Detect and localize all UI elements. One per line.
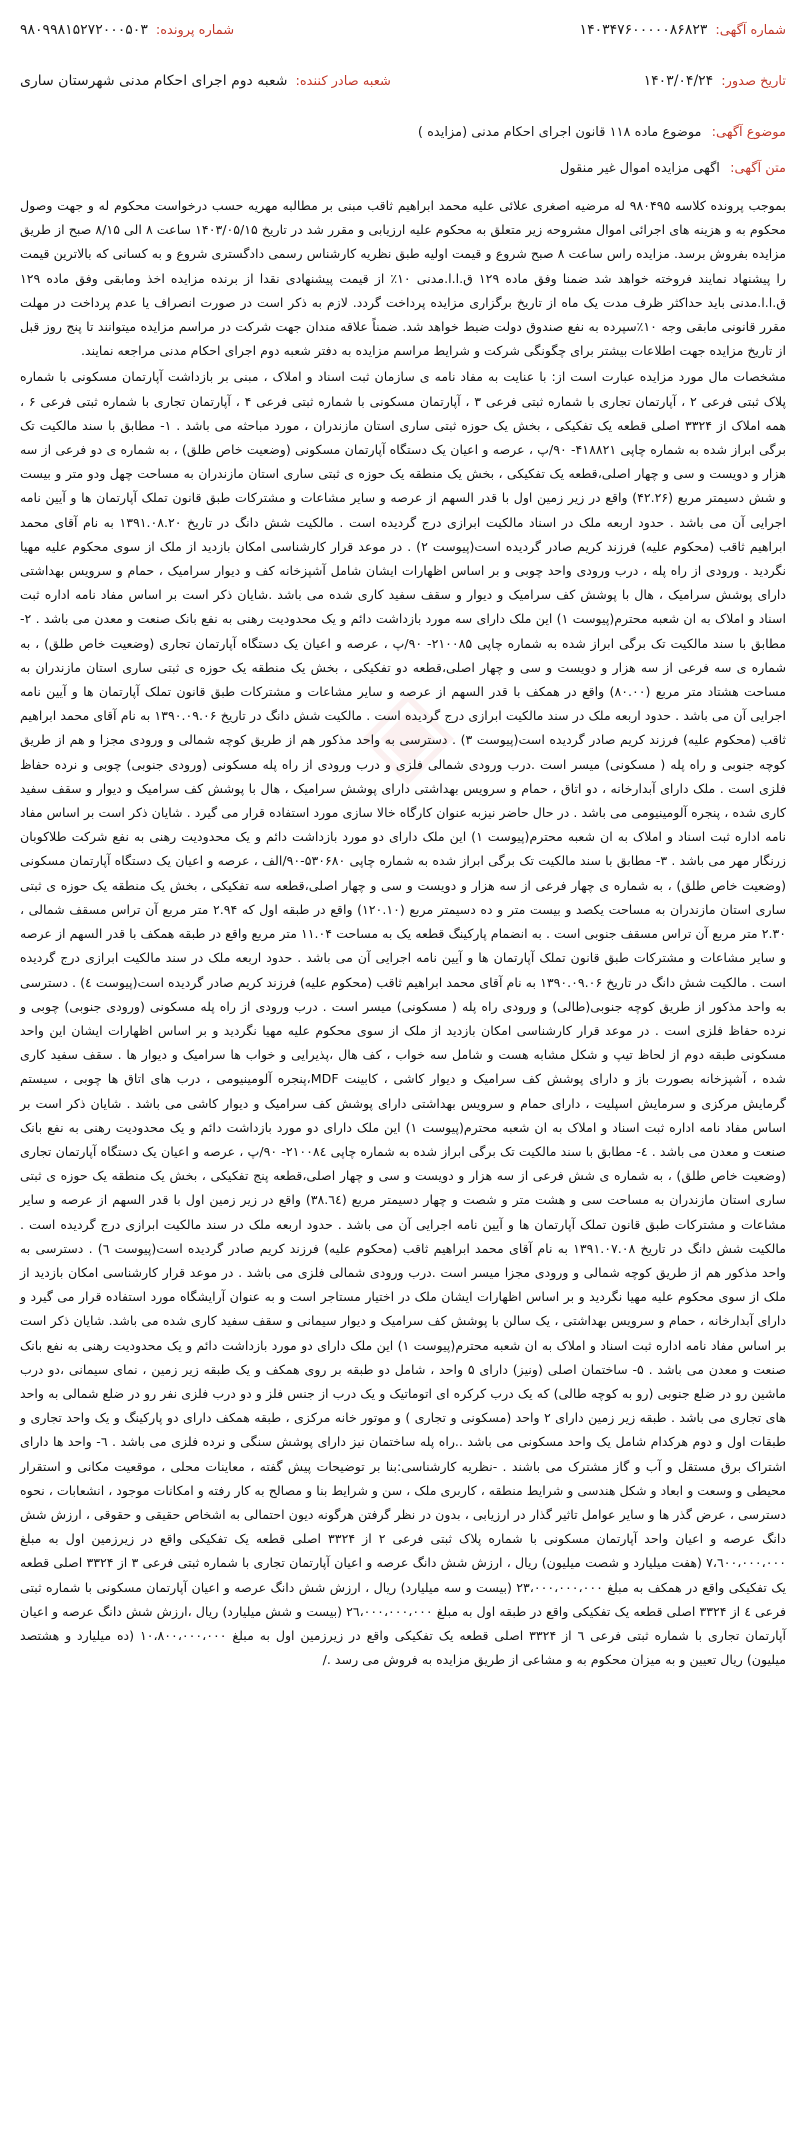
issue-date-value: ۱۴۰۳/۰۴/۲۴ <box>643 73 714 89</box>
ad-number <box>580 18 786 43</box>
case-number <box>20 18 234 43</box>
case-number-label: شماره پرونده: <box>155 23 235 38</box>
ad-number-label: شماره آگهی: <box>715 23 786 38</box>
case-number-value: ۹۸۰۹۹۸۱۵۲۷۲۰۰۰۵۰۳ <box>20 22 148 38</box>
ad-text-heading <box>20 158 786 180</box>
watermark-logo: ◈ <box>361 660 459 799</box>
meta-row-1 <box>20 18 786 43</box>
issuer-label: شعبه صادر کننده: <box>295 74 391 89</box>
text-title: اگهی مزایده اموال غیر منقول <box>559 161 720 176</box>
ad-topic <box>20 122 786 144</box>
text-label: متن آگهی: <box>730 161 786 176</box>
issue-date <box>644 69 786 94</box>
body-paragraph-details: مشخصات مال مورد مزایده عبارت است از: با عنایت به مفاد نامه ی سازمان ثبت اسناد و املاک ، مبنی بر بازداشت آپارتمان مسکونی با شماره پلاک ثبتی فرعی ۲ ، آپارتمان تجاری با شماره ثبتی فرعی ۳ ، آپارتمان مسکونی با شماره ثبتی فرعی ۴ ، آپارتمان تجاری با شماره ثبتی فرعی ۶ ، همه املاک از ۳۳۲۴ اصلی قطعه یک تفکیکی ، بخش یک حوزه ثبتی ساری استان مازندران ، مورد مباحثه می باشد . ۱- مطابق با سند مالکیت تک برگی ابراز شده به شماره چاپی ۴۱۸۸۲۱- ۹۰/پ ، عرصه و اعیان یک دستگاه آپارتمان مسکونی (وضعیت خاص طلق) ، به شماره ی دو فرعی از سه هزار و دویست و سی و چهار اصلی،قطعه یک تفکیکی ، بخش یک منطقه یک حوزه ی ثبتی ساری استان مازندران به مساحت چهل ودو متر و بیست و شش دسیمتر مربع (۴۲.۲۶) واقع در زیر زمین اول با قدر السهم از عرصه و سایر مشاعات و مشترکات طبق قانون تملک آپارتمان ها و آیین نامه اجرایی آن می باشد . حدود اربعه ملک در اسناد مالکیت ابرازی درج گردیده است . مالکیت شش دانگ در تاریخ ۱۳۹۱.۰۸.۲۰ به نام آقای محمد ابراهیم ثاقب (محکوم علیه) فرزند کریم صادر گردیده است(پیوست ۲) . در موعد قرار کارشناسی امکان بازدید از ملک از سوی محکوم علیه مهیا نگردید . ورودی از راه پله ، درب ورودی واحد چوبی و بر اساس اظهارات ایشان شامل آشپزخانه کف و دیوار سرامیک ، حمام و سرویس بهداشتی دارای پوشش سرامیک ، هال با پوشش کف سرامیک و دیوار و سقف سفید کاری شده می باشد .شایان ذکر است بر اساس مفاد نامه اداره ثبت اسناد و املاک به ان شعبه محترم(پیوست ۱) این ملک دارای سه مورد بازداشت دائم و یک محدودیت رهنی به نفع بانک صنعت و معدن می باشد . ۲- مطابق با سند مالکیت تک برگی ابراز شده به شماره چاپی ۲۱۰۰۸۵- ۹۰/پ ، عرصه و اعیان یک دستگاه آپارتمان تجاری (وضعیت خاص طلق) ، به شماره ی سه فرعی از سه هزار و دویست و سی و چهار اصلی،قطعه دو تفکیکی ، بخش یک منطقه یک حوزه ی ثبتی ساری استان مازندران به مساحت هشتاد متر مربع (۸۰.۰۰) واقع در همکف با قدر السهم از عرصه و سایر مشاعات و مشترکات طبق قانون تملک آپارتمان ها و آیین نامه اجرایی آن می باشد . حدود اربعه ملک در سند مالکیت ابرازی درج گردیده است . مالکیت شش دانگ در تاریخ ۱۳۹۰.۰۹.۰۶ به نام آقای محمد ابراهیم ثاقب (محکوم علیه) فرزند کریم صادر گردیده است(پیوست ۳) . دسترسی به واحد مذکور هم از طریق کوچه شمالی و ورودی مجزا و هم از طریق کوچه جنوبی و راه پله ( مسکونی) میسر است .درب ورودی شمالی فلزی و درب ورودی از راه پله مسکونی (ورودی جنوبی) چوبی و نرده حفاظ فلزی است . ملک دارای آبدارخانه ، دو اتاق ، حمام و سرویس بهداشتی دارای پوشش سرامیک ، هال با پوشش کف سرامیک و دیوار و سقف سفید کاری شده ، پنجره آلومینیومی می باشد . در حال حاضر نیزبه عنوان کارگاه خالا سازی مورد استفاده قرار می گیرد . شایان ذکر است بر اساس مفاد نامه اداره ثبت اسناد و املاک به ان شعبه محترم(پیوست ۱) این ملک دارای دو مورد بازداشت دائم و یک محدودیت رهنی به نفع شرکت طلاکوبان زرنگار مهر می باشد . ۳- مطابق با سند مالکیت تک برگی ابراز شده به شماره چاپی ۵۳۰۶۸۰-۹۰/الف ، عرصه و اعیان یک دستگاه آپارتمان مسکونی (وضعیت خاص طلق) ، به شماره ی چهار فرعی از سه هزار و دویست و سی و چهار اصلی،قطعه سه تفکیکی ، بخش یک منطقه یک حوزه ی ثبتی ساری استان مازندران به مساحت یکصد و بیست متر و ده دسیمتر مربع (۱۲۰.۱۰) واقع در طبقه اول که ۲.۹۴ متر مربع آن تراس مسقف شمالی ، ۲.۳۰ متر مربع آن تراس مسقف جنوبی است . به انضمام پارکینگ قطعه یک به مساحت ۱۱.۰۴ متر مربع واقع در طبقه همکف با قدر السهم از عرصه و سایر مشاعات و مشترکات طبق قانون تملک آپارتمان ها و آیین نامه اجرایی آن می باشد . حدود اربعه ملک در سند مالکیت ابرازی درج گردیده است . مالکیت شش دانگ در تاریخ ۱۳۹۰.۰۹.۰۶ به نام آقای محمد ابراهیم ثاقب (محکوم علیه) فرزند کریم صادر گردیده است(پیوست ٤) . دسترسی به واحد مذکور از طریق کوچه جنوبی(طالی) و ورودی راه پله ( مسکونی) میسر است . درب ورودی از راه پله مسکونی (ورودی جنوبی) چوبی و نرده حفاظ فلزی است . در موعد قرار کارشناسی امکان بازدید از ملک از سوی محکوم علیه مهیا نگردید و بر اساس اظهارات ایشان این واحد مسکونی طبقه دوم از لحاظ تیپ و شکل مشابه هست و شامل سه خواب ، کف هال ،پذیرایی و خواب ها سرامیک و دیوار ها . سقف سفید کاری شده ، آشپزخانه بصورت باز و دارای پوشش کف سرامیک و دیوار کاشی ، کابینت MDF،پنجره آلومینیومی ، درب های اتاق ها چوبی ، سیستم گرمایش مرکزی و سرمایش اسپلیت ، دارای حمام و سرویس بهداشتی دارای پوشش کف سرامیک و دیوار کاشی می باشد . شایان ذکر است بر اساس مفاد نامه اداره ثبت اسناد و املاک به ان شعبه محترم(پیوست ۱) این ملک دارای دو مورد بازداشت دائم و یک محدودیت رهنی به نفع بانک صنعت و معدن می باشد . ٤- مطابق با سند مالکیت تک برگی ابراز شده به شماره چاپی ۲۱۰۰۸٤- ۹۰/پ ، عرصه و اعیان یک دستگاه آپارتمان تجاری (وضعیت خاص طلق) ، به شماره ی شش فرعی از سه هزار و دویست و سی و چهار اصلی،قطعه پنج تفکیکی ، بخش یک منطقه یک حوزه ی ثبتی ساری استان مازندران به مساحت سی و هشت متر و شصت و چهار دسیمتر مربع (۳۸.٦٤) واقع در زیر زمین اول با قدر السهم از عرصه و سایر مشاعات و مشترکات طبق قانون تملک آپارتمان ها و آیین نامه اجرایی آن می باشد . حدود اربعه ملک در سند مالکیت ابرازی درج گردیده است . مالکیت شش دانگ در تاریخ ۱۳۹۱.۰۷.۰۸ به نام آقای محمد ابراهیم ثاقب (محکوم علیه) فرزند کریم صادر گردیده است(پیوست ٦) . دسترسی به واحد مذکور هم از طریق کوچه شمالی و ورودی مجزا میسر است .درب ورودی شمالی فلزی می باشد . در موعد قرار کارشناسی امکان بازدید از ملک از سوی محکوم علیه مهیا نگردید و بر اساس اظهارات ایشان ملک در اختیار مستاجر است و به عنوان آرایشگاه مورد استفاده قرار می گیرد و دارای آبدارخانه ، حمام و سرویس بهداشتی ، یک سالن با پوشش کف سرامیک و دیوار سیمانی و سقف سفید کاری شده می باشد. شایان ذکر است بر اساس مفاد نامه اداره ثبت اسناد و املاک به ان شعبه محترم(پیوست ۱) این ملک دارای دو مورد بازداشت دائم و یک محدودیت رهنی به نفع بانک صنعت و معدن می باشد . ۵- ساختمان اصلی (ونیز) دارای ۵ واحد ، شامل دو طبقه بر روی همکف و یک طبقه زیر زمین ، نمای سیمانی ،دو درب ماشین رو در ضلع جنوبی (رو به کوچه طالی) که یک درب کرکره ای اتوماتیک و یک درب از جنس فلز و دو درب فلزی نفر رو در ضلع شمالی به واحد های تجاری می باشد . طبقه زیر زمین دارای ۲ واحد (مسکونی و تجاری ) و موتور خانه مرکزی ، طبقه همکف دارای دو پارکینگ و یک واحد تجاری و طبقات اول و دوم هرکدام شامل یک واحد مسکونی می باشد ..راه پله ساختمان نیز دارای پوشش سنگی و نرده فلزی می باشد . ٦- واحد ها دارای اشتراک برق مستقل و آب و گاز مشترک می باشند . -نظریه کارشناسی:بنا بر توضیحات پیش گفته ، معاینات محلی ، موقعیت مکانی و استقرار محیطی و وسعت و ابعاد و شکل هندسی و شرایط منطقه ، کاربری ملک ، سن و شرایط بنا و مصالح به کار رفته و امکانات موجود ، انشعابات ، نحوه دسترسی ، عرض گذر ها و سایر عوامل تاثیر گذار در ارزیابی ، بدون در نظر گرفتن هرگونه دیون احتمالی به اشخاص حقیقی و حقوقی ، ارزش شش دانگ عرصه و اعیان واحد آپارتمان مسکونی با شماره پلاک ثبتی فرعی ۲ از ۳۳۲۴ اصلی قطعه یک تفکیکی واقع در زیرزمین اول به مبلغ ۷،٦۰۰،۰۰۰،۰۰۰ (هفت میلیارد و شصت میلیون) ریال ، ارزش شش دانگ عرصه و اعیان آپارتمان تجاری با شماره ثبتی فرعی ۳ از ۳۳۲۴ اصلی قطعه یک تفکیکی واقع در همکف به مبلغ ۲۳،۰۰۰،۰۰۰،۰۰۰ (بیست و سه میلیارد) ریال ، ارزش شش دانگ عرصه و اعیان آپارتمان مسکونی با شماره ثبتی فرعی ٤ از ۳۳۲۴ اصلی قطعه یک تفکیکی واقع در طبقه اول به مبلغ ۲٦،۰۰۰،۰۰۰،۰۰۰ (بیست و شش میلیارد) ریال ،ارزش شش دانگ عرصه و اعیان آپارتمان تجاری با شماره ثبتی فرعی ٦ از ۳۳۲۴ اصلی قطعه یک تفکیکی واقع در زیرزمین اول به مبلغ ۱۰،۸۰۰،۰۰۰،۰۰۰ (ده میلیارد و هشتصد میلیون) ریال تعیین و به میزان محکوم به و مشاعی از طریق مزایده به فروش می رسد ./ <box>20 369 787 1668</box>
body-paragraph-intro: بموجب پرونده کلاسه ۹۸۰۴۹۵ له مرضیه اصغری علائی علیه محمد ابراهیم ثاقب مبنی بر مطالبه مهریه حسب درخواست محکوم له و جهت وصول محکوم به و هزینه های اجرائی اموال مشروحه زیر متعلق به محکوم علیه ارزیابی و مقرر شد در تاریخ ۱۴۰۳/۰۵/۱۵ ساعت ۸ الی ۸/۱۵ صبح از طریق مزایده بفروش برسد. مزایده راس ساعت ۸ صبح شروع و قیمت اولیه طبق نظریه کارشناس رسمی دادگستری شروع و به کسانی که بالاترین قیمت را پیشنهاد نمایند فروخته خواهد شد ضمنا وفق ماده ۱۲۹ ق.ا.ا.مدنی ۱۰٪ از قیمت پیشنهادی نقدا از برنده مزایده اخذ ومابقی وفق ماده ۱۲۹ ق.ا.ا.مدنی باید حداکثر ظرف مدت یک ماه از تاریخ برگزاری مزایده پرداخت گردد. لازم به ذکر است در صورت انصراف یا عدم پرداخت در مهلت مقرر قانونی مابقی وجه ۱۰٪سپرده به نفع صندوق دولت ضبط خواهد شد. ضمناً علاقه مندان جهت شرکت در مراسم مزایده میتوانند تا پنج روز قبل از تاریخ مزایده جهت اطلاعات بیشتر برای چگونگی شرکت و شرایط مراسم مزایده به دفتر شعبه دوم اجرای احکام مدنی مراجعه نمایند. <box>20 198 787 359</box>
meta-row-2 <box>20 69 786 94</box>
ad-body <box>20 194 786 1674</box>
topic-label: موضوع آگهی: <box>711 125 786 140</box>
ad-metadata <box>20 18 786 128</box>
ad-number-value: ۱۴۰۳۴۷۶۰۰۰۰۰۸۶۸۲۳ <box>579 22 708 38</box>
topic-value: موضوع ماده ۱۱۸ قانون اجرای احکام مدنی (مزایده ) <box>417 125 702 140</box>
issuer-value: شعبه دوم اجرای احکام مدنی شهرستان ساری <box>20 73 288 89</box>
issue-date-label: تاریخ صدور: <box>721 74 786 89</box>
issuer <box>20 69 391 94</box>
